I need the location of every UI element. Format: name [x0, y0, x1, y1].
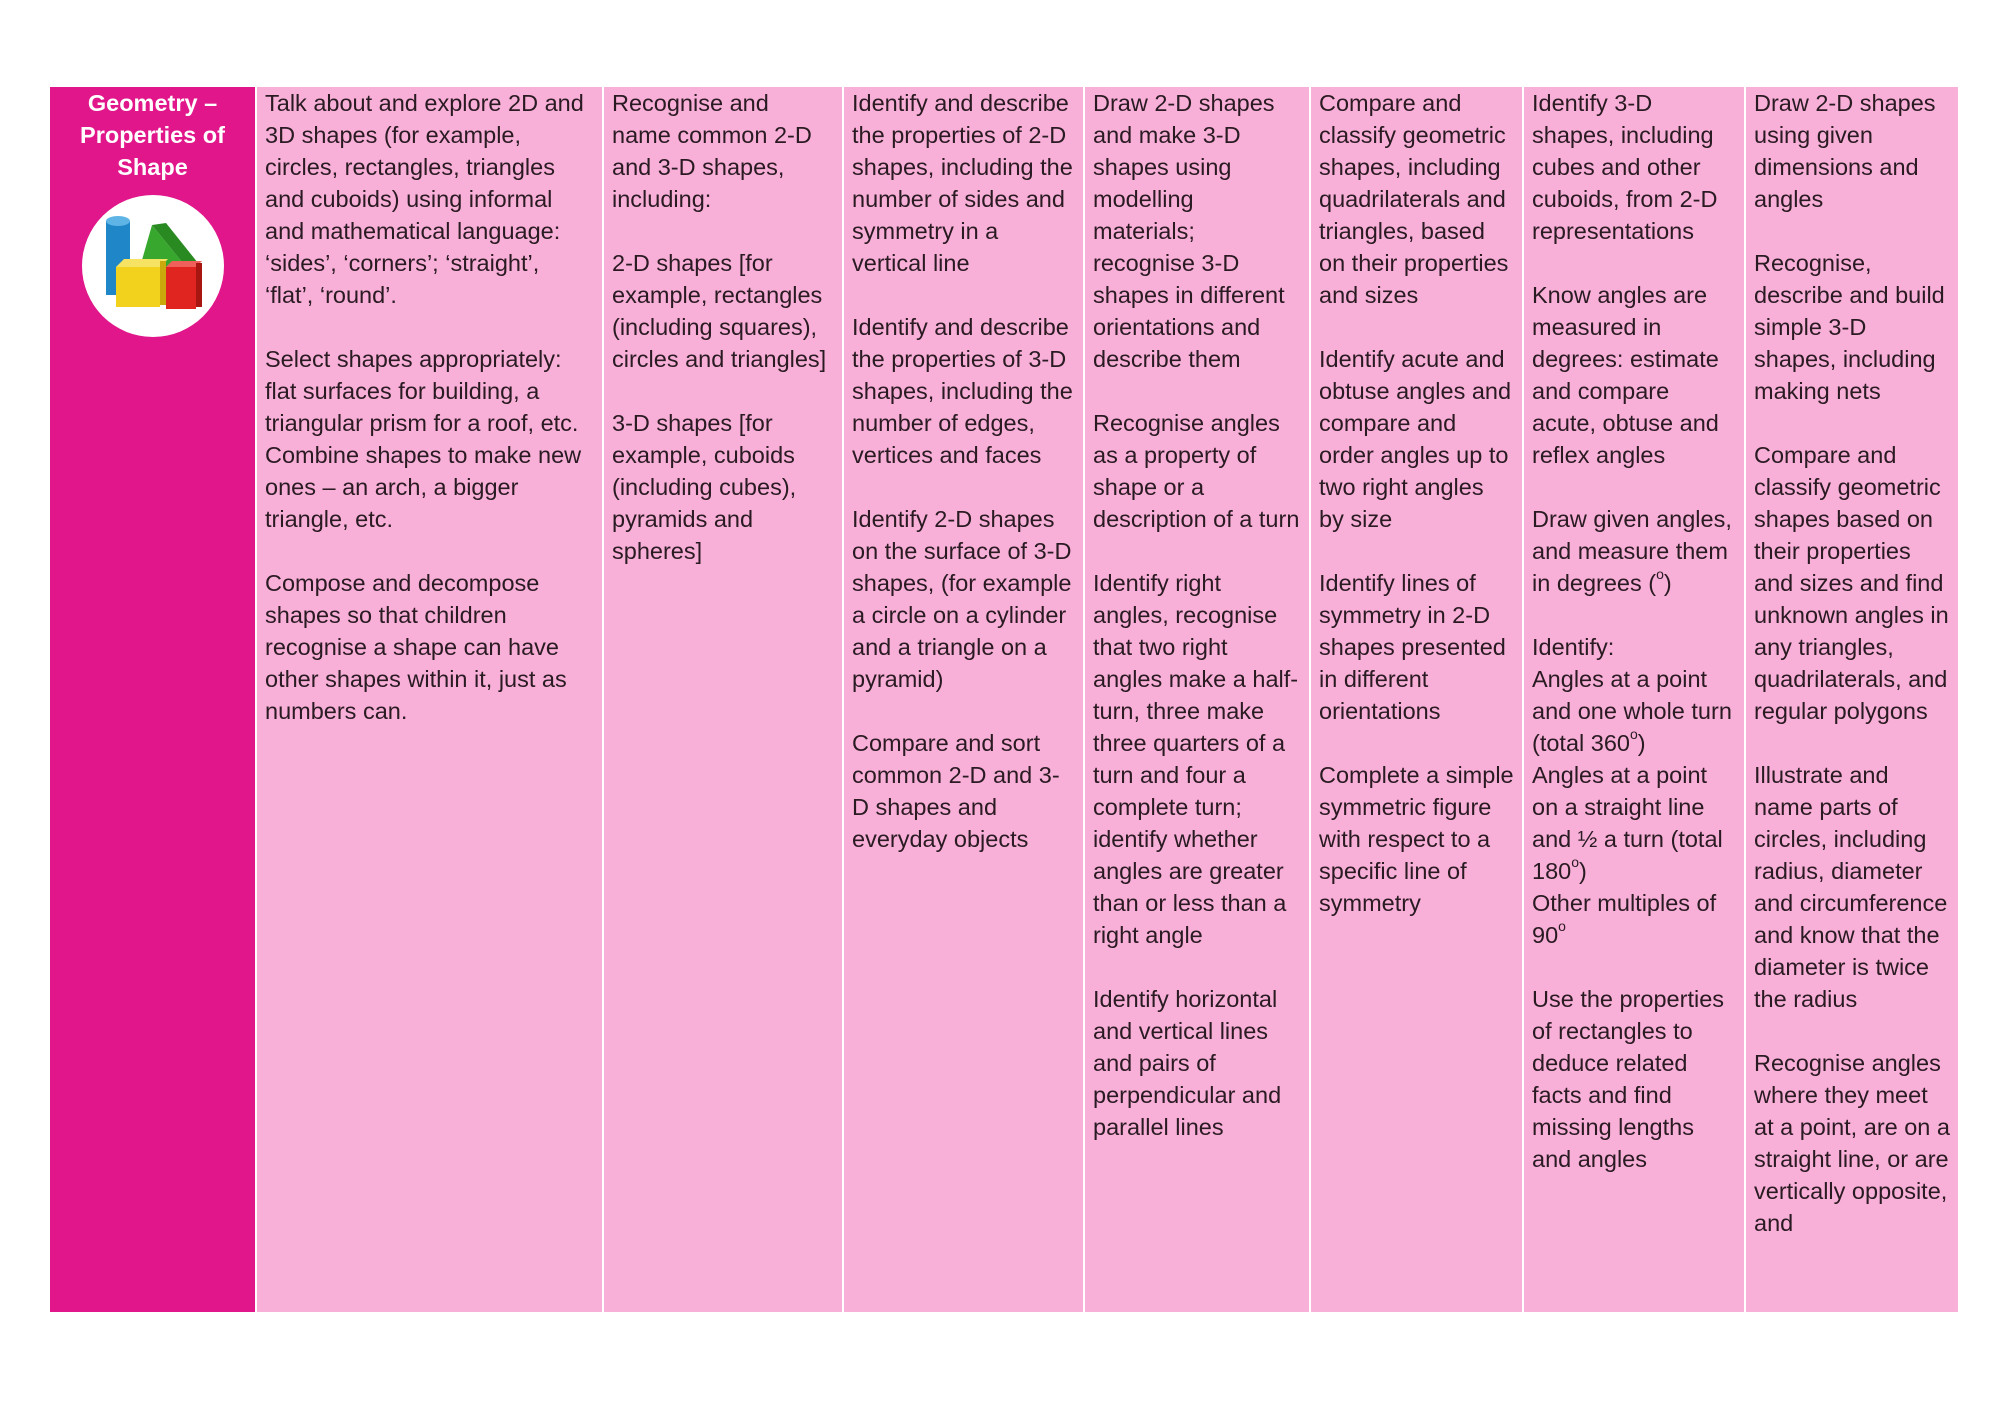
cell-year-1: [602, 87, 842, 1312]
cell-year-4: [1309, 87, 1522, 1312]
shape-blocks-icon: [82, 195, 224, 337]
cell-text: Recognise and name common 2-D and 3-D shapes, including:: [612, 90, 812, 212]
cell-text: Recognise, describe and build simple 3-D shapes, including making nets: [1754, 250, 1945, 404]
row-header-cell: [50, 87, 255, 1312]
degree-symbol: o: [1571, 854, 1580, 870]
cell-text: Compose and decompose shapes so that children recognise a shape can have other shapes within it, just as numbers can.: [265, 570, 567, 724]
cell-text: Identify acute and obtuse angles and compare and order angles up to two right angles by size: [1319, 346, 1512, 532]
cell-text: Select shapes appropriately: flat surfaces for building, a triangular prism for a roof, etc. Combine shapes to make new ones – an arch, a bigger triangle, etc.: [265, 346, 582, 532]
cell-text: Draw 2-D shapes using given dimensions and angles: [1754, 90, 1936, 212]
degree-symbol: o: [1558, 918, 1566, 934]
curriculum-table-row: [50, 87, 1958, 1312]
cell-year-5: [1522, 87, 1744, 1312]
list-item: [1532, 759, 1736, 887]
cell-text: Identify right angles, recognise that two right angles make a half-turn, three make three quarters of a turn and four a complete turn; identify whether angles are greater than or less than a right angle: [1093, 570, 1299, 948]
list-item: [1532, 887, 1736, 951]
list-item: [1532, 663, 1736, 759]
cell-year-2: [842, 87, 1083, 1312]
cell-text: Draw 2-D shapes and make 3-D shapes using modelling materials; recognise 3-D shapes in different orientations and describe them: [1093, 90, 1285, 372]
text-part: Other multiples of 90: [1532, 890, 1717, 948]
text-part: Draw given angles, and measure them in degrees (: [1532, 506, 1732, 596]
cell-text: Identify 3-D shapes, including cubes and other cuboids, from 2-D representations: [1532, 90, 1718, 244]
text-part: Angles at a point and one whole turn (total 360: [1532, 666, 1732, 756]
cell-year-3: [1083, 87, 1309, 1312]
text-part: ): [1579, 858, 1587, 884]
row-title: Geometry – Properties of Shape: [80, 90, 225, 180]
cell-text: Identify horizontal and vertical lines and pairs of perpendicular and parallel lines: [1093, 986, 1282, 1140]
cell-text: Complete a simple symmetric figure with respect to a specific line of symmetry: [1319, 762, 1514, 916]
cell-text: Identify and describe the properties of 3-D shapes, including the number of edges, vertices and faces: [852, 314, 1073, 468]
cell-text: Talk about and explore 2D and 3D shapes (for example, circles, rectangles, triangles and cuboids) using informal and mathematical language: ‘sides’, ‘corners’; ‘straight’, ‘flat’, ‘round’.: [265, 90, 584, 308]
degree-symbol: o: [1629, 726, 1638, 742]
cell-text: Compare and sort common 2-D and 3-D shapes and everyday objects: [852, 730, 1060, 852]
cell-text: 3-D shapes [for example, cuboids (including cubes), pyramids and spheres]: [612, 410, 797, 564]
text-part: ): [1663, 570, 1672, 596]
cell-text: Illustrate and name parts of circles, including radius, diameter and circumference and know that the diameter is twice the radius: [1754, 762, 1948, 1012]
cell-text: Recognise angles as a property of shape or a description of a turn: [1093, 410, 1300, 532]
cell-early-years: [255, 87, 602, 1312]
cell-text: Identify and describe the properties of 2-D shapes, including the number of sides and symmetry in a vertical line: [852, 90, 1073, 276]
cell-text: Use the properties of rectangles to deduce related facts and find missing lengths and angles: [1532, 986, 1725, 1172]
degree-symbol: o: [1656, 566, 1664, 582]
cell-text: Recognise angles where they meet at a point, are on a straight line, or are vertically opposite, and: [1754, 1050, 1950, 1236]
cell-text: Know angles are measured in degrees: estimate and compare acute, obtuse and reflex angles: [1532, 282, 1719, 468]
cell-text: Identify 2-D shapes on the surface of 3-D shapes, (for example a circle on a cylinder and a triangle on a pyramid): [852, 506, 1072, 692]
cell-text-identify-list: [1532, 631, 1736, 951]
cell-text: Identify lines of symmetry in 2-D shapes presented in different orientations: [1319, 570, 1506, 724]
cell-text: Compare and classify geometric shapes, including quadrilaterals and triangles, based on their properties and sizes: [1319, 90, 1509, 308]
cell-text: Compare and classify geometric shapes based on their properties and sizes and find unknown angles in any triangles, quadrilaterals, and regular polygons: [1754, 442, 1949, 724]
list-heading: Identify:: [1532, 634, 1615, 660]
text-part: ): [1637, 730, 1646, 756]
cell-text: 2-D shapes [for example, rectangles (including squares), circles and triangles]: [612, 250, 827, 372]
cell-text-degrees: [1532, 503, 1736, 599]
cell-year-6: [1744, 87, 1958, 1312]
text-part: Angles at a point on a straight line and ½ a turn (total 180: [1532, 762, 1723, 884]
